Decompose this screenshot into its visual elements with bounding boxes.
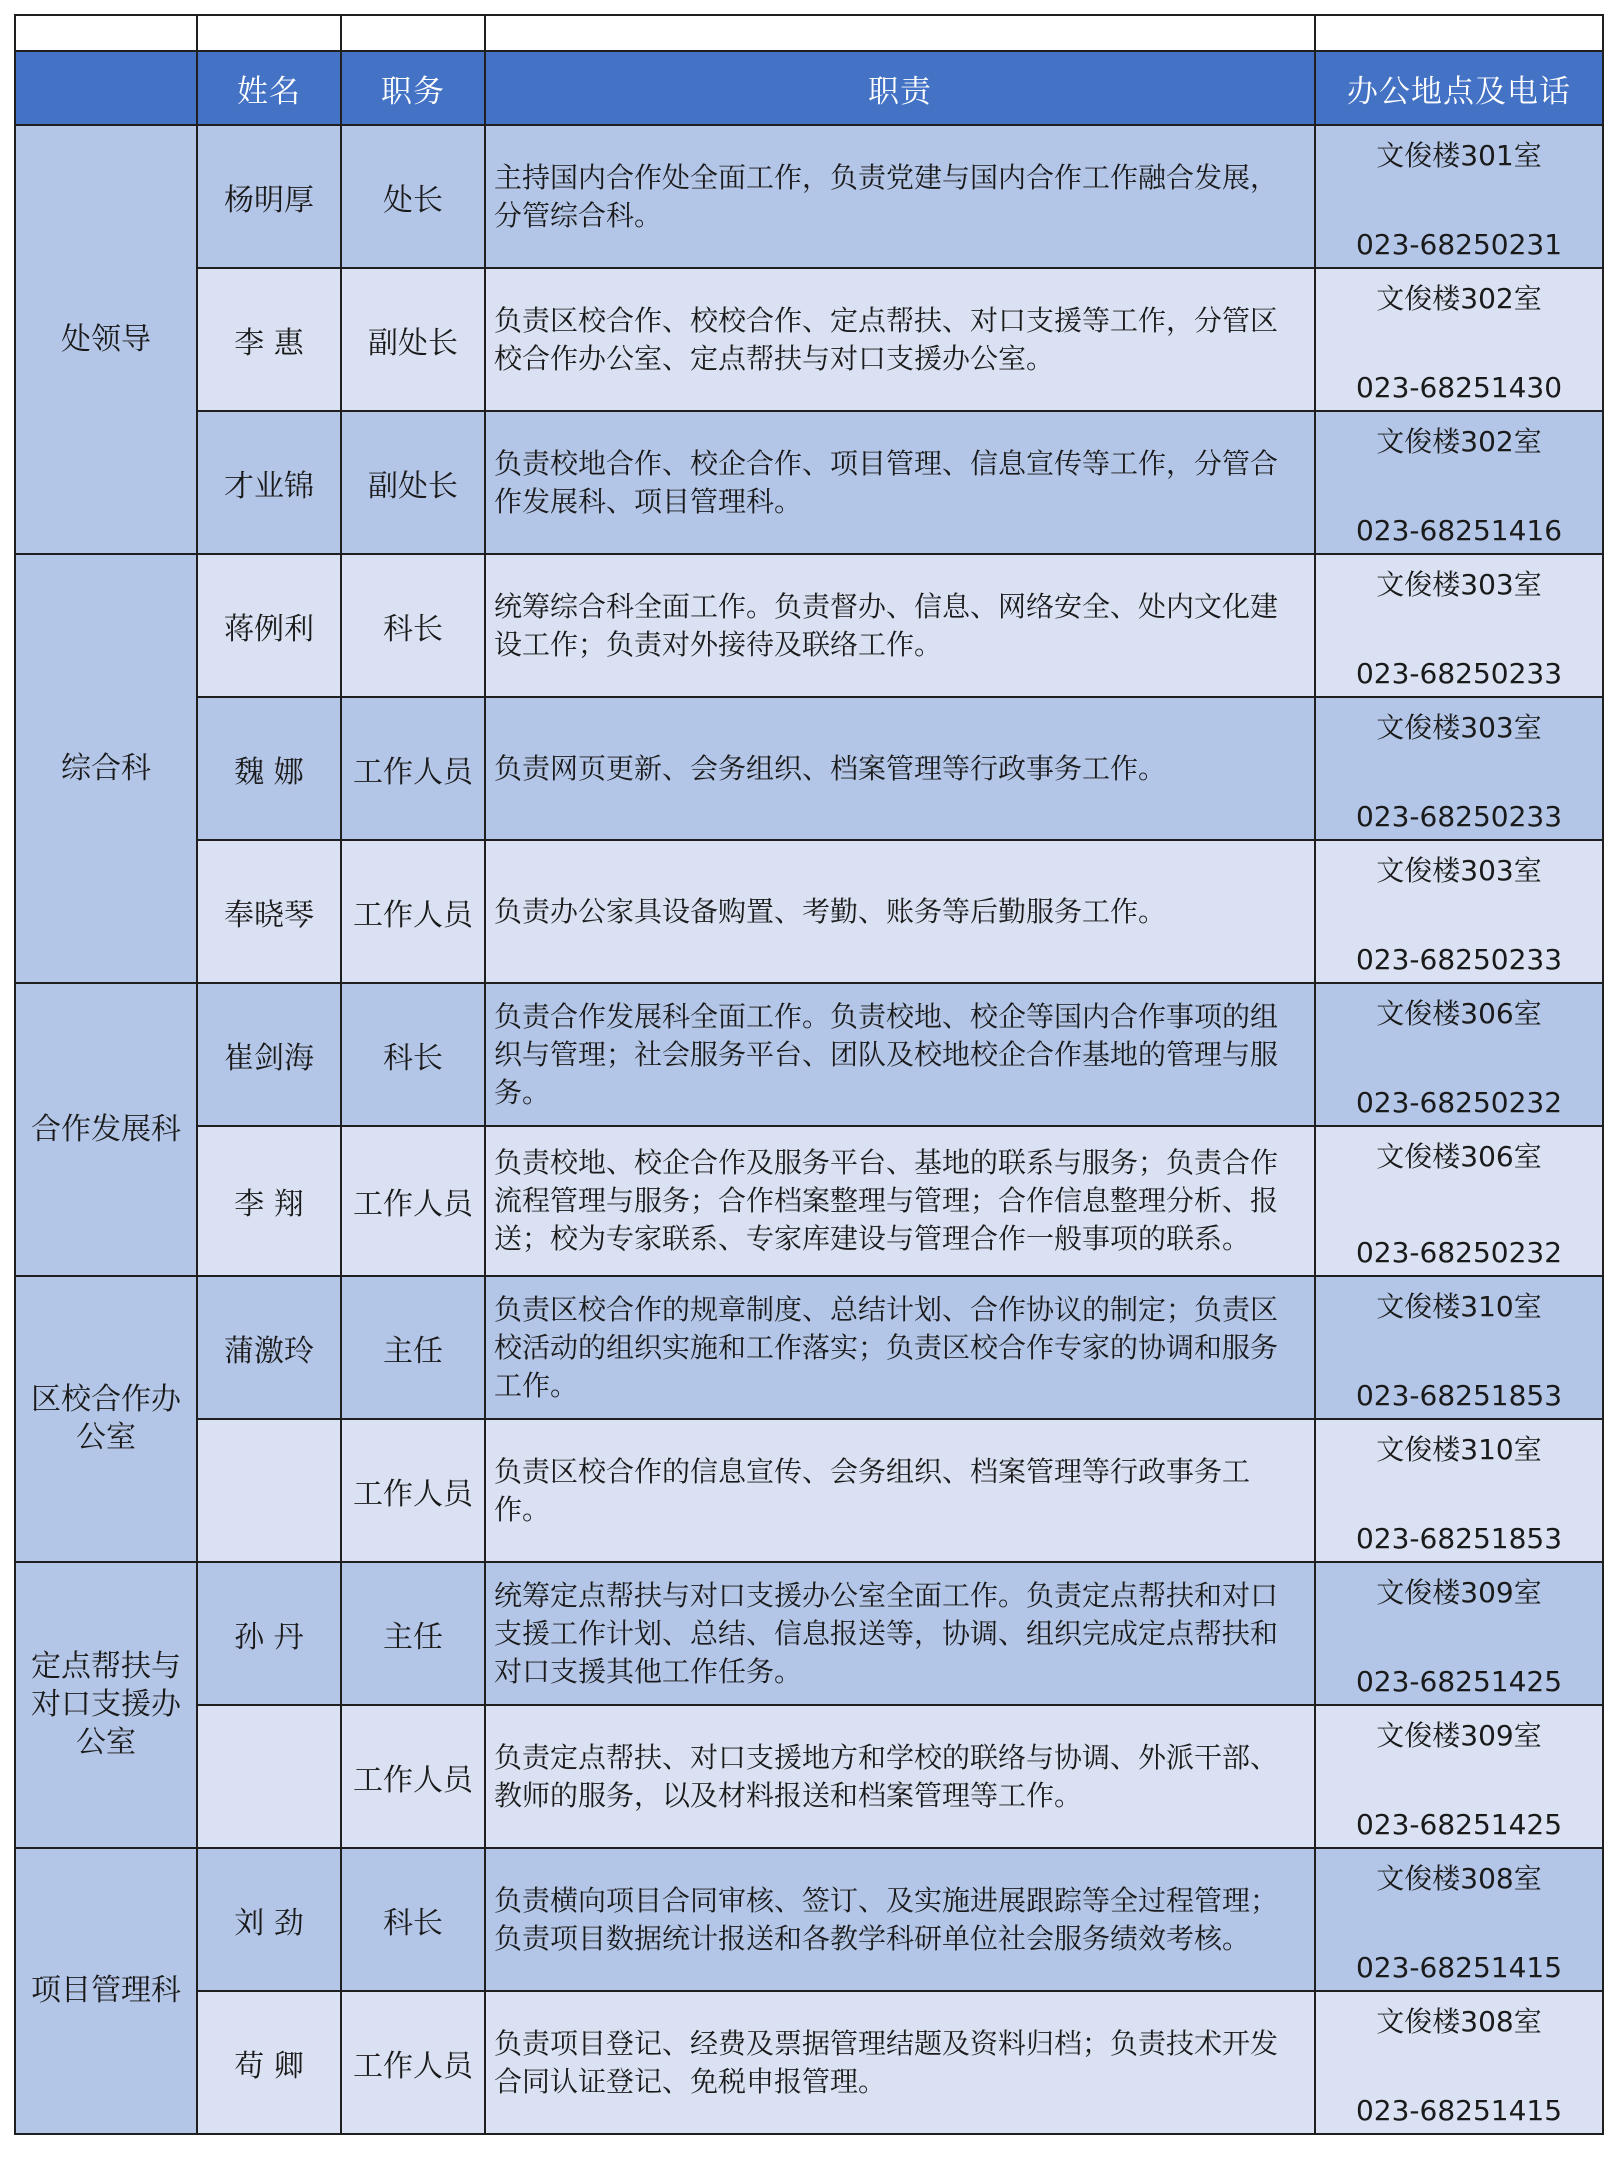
office-cell[interactable] (1315, 268, 1603, 411)
office-cell[interactable] (1315, 1991, 1603, 2134)
name-cell[interactable]: 崔剑海 (197, 983, 341, 1126)
office-phone: 023-68251425 (1355, 1665, 1563, 1698)
position-cell[interactable]: 副处长 (341, 411, 485, 554)
name-cell[interactable]: 才业锦 (197, 411, 341, 554)
office-room: 文俊楼306室 (1376, 1140, 1542, 1173)
office-phone: 023-68251416 (1355, 514, 1563, 547)
position-cell[interactable]: 工作人员 (341, 1991, 485, 2134)
position-cell[interactable]: 主任 (341, 1562, 485, 1705)
office-box (1316, 412, 1602, 553)
office-room: 文俊楼302室 (1376, 282, 1542, 315)
office-box (1316, 1277, 1602, 1418)
table-row (15, 1848, 1603, 1991)
office-box (1316, 1420, 1602, 1561)
table-row (15, 1276, 1603, 1419)
blank-cell[interactable] (341, 15, 485, 51)
office-cell[interactable] (1315, 554, 1603, 697)
office-phone: 023-68250233 (1355, 657, 1563, 690)
office-cell[interactable] (1315, 697, 1603, 840)
office-phone: 023-68251430 (1355, 371, 1563, 404)
office-box (1316, 841, 1602, 982)
name-cell[interactable] (197, 1419, 341, 1562)
office-box (1316, 1706, 1602, 1847)
office-cell[interactable] (1315, 1705, 1603, 1848)
name-cell[interactable]: 刘 劲 (197, 1848, 341, 1991)
duty-cell[interactable]: 负责合作发展科全面工作。负责校地、校企等国内合作事项的组织与管理；社会服务平台、团队及校地校企合作基地的管理与服务。 (485, 983, 1315, 1126)
name-cell[interactable]: 奉晓琴 (197, 840, 341, 983)
position-cell[interactable]: 工作人员 (341, 1705, 485, 1848)
duty-cell[interactable]: 负责办公家具设备购置、考勤、账务等后勤服务工作。 (485, 840, 1315, 983)
duty-cell[interactable]: 负责横向项目合同审核、签订、及实施进展跟踪等全过程管理；负责项目数据统计报送和各教学科研单位社会服务绩效考核。 (485, 1848, 1315, 1991)
office-room: 文俊楼308室 (1376, 1862, 1542, 1895)
office-cell[interactable] (1315, 840, 1603, 983)
office-box (1316, 269, 1602, 410)
office-box (1316, 1563, 1602, 1704)
office-phone: 023-68251853 (1355, 1522, 1563, 1555)
table-row (15, 983, 1603, 1126)
office-room: 文俊楼306室 (1376, 997, 1542, 1030)
position-cell[interactable]: 科长 (341, 554, 485, 697)
table-row (15, 1991, 1603, 2134)
office-room: 文俊楼310室 (1376, 1290, 1542, 1323)
dept-cell[interactable]: 综合科 (15, 554, 197, 983)
dept-cell[interactable]: 区校合作办公室 (15, 1276, 197, 1562)
blank-cell[interactable] (1315, 15, 1603, 51)
office-phone: 023-68250233 (1355, 943, 1563, 976)
office-phone: 023-68251415 (1355, 1951, 1563, 1984)
header-dept[interactable] (15, 51, 197, 125)
office-box (1316, 1992, 1602, 2133)
staff-table (14, 14, 1604, 2135)
header-position[interactable]: 职务 (341, 51, 485, 125)
office-cell[interactable] (1315, 1419, 1603, 1562)
blank-row (15, 15, 1603, 51)
office-room: 文俊楼309室 (1376, 1576, 1542, 1609)
dept-cell[interactable]: 定点帮扶与对口支援办公室 (15, 1562, 197, 1848)
office-room: 文俊楼301室 (1376, 139, 1542, 172)
position-cell[interactable]: 处长 (341, 125, 485, 268)
duty-cell[interactable]: 负责区校合作的规章制度、总结计划、合作协议的制定；负责区校活动的组织实施和工作落实；负责区校合作专家的协调和服务工作。 (485, 1276, 1315, 1419)
table-row (15, 1126, 1603, 1276)
office-box (1316, 1127, 1602, 1275)
office-cell[interactable] (1315, 1126, 1603, 1276)
duty-cell[interactable]: 统筹定点帮扶与对口支援办公室全面工作。负责定点帮扶和对口支援工作计划、总结、信息报送等，协调、组织完成定点帮扶和对口支援其他工作任务。 (485, 1562, 1315, 1705)
blank-cell[interactable] (485, 15, 1315, 51)
office-cell[interactable] (1315, 411, 1603, 554)
name-cell[interactable]: 蒋例利 (197, 554, 341, 697)
office-cell[interactable] (1315, 983, 1603, 1126)
name-cell[interactable]: 蒲激玲 (197, 1276, 341, 1419)
table-row (15, 697, 1603, 840)
name-cell[interactable]: 魏 娜 (197, 697, 341, 840)
table-row (15, 840, 1603, 983)
office-room: 文俊楼303室 (1376, 568, 1542, 601)
position-cell[interactable]: 科长 (341, 983, 485, 1126)
header-name[interactable]: 姓名 (197, 51, 341, 125)
name-cell[interactable]: 杨明厚 (197, 125, 341, 268)
table-row (15, 1705, 1603, 1848)
duty-cell[interactable]: 负责校地合作、校企合作、项目管理、信息宣传等工作，分管合作发展科、项目管理科。 (485, 411, 1315, 554)
office-phone: 023-68251853 (1355, 1379, 1563, 1412)
office-box (1316, 126, 1602, 267)
table-row (15, 125, 1603, 268)
office-cell[interactable] (1315, 1848, 1603, 1991)
duty-cell[interactable]: 统筹综合科全面工作。负责督办、信息、网络安全、处内文化建设工作；负责对外接待及联络工作。 (485, 554, 1315, 697)
duty-cell[interactable]: 负责区校合作的信息宣传、会务组织、档案管理等行政事务工作。 (485, 1419, 1315, 1562)
duty-cell[interactable]: 负责定点帮扶、对口支援地方和学校的联络与协调、外派干部、教师的服务，以及材料报送和档案管理等工作。 (485, 1705, 1315, 1848)
table-row (15, 411, 1603, 554)
office-room: 文俊楼308室 (1376, 2005, 1542, 2038)
office-room: 文俊楼310室 (1376, 1433, 1542, 1466)
office-phone: 023-68250233 (1355, 800, 1563, 833)
name-cell[interactable]: 孙 丹 (197, 1562, 341, 1705)
office-cell[interactable] (1315, 1276, 1603, 1419)
office-box (1316, 1849, 1602, 1990)
office-room: 文俊楼303室 (1376, 854, 1542, 887)
office-phone: 023-68251415 (1355, 2094, 1563, 2127)
office-cell[interactable] (1315, 125, 1603, 268)
duty-cell[interactable]: 负责校地、校企合作及服务平台、基地的联系与服务；负责合作流程管理与服务；合作档案整理与管理；合作信息整理分析、报送；校为专家联系、专家库建设与管理合作一般事项的联系。 (485, 1126, 1315, 1276)
dept-cell[interactable]: 项目管理科 (15, 1848, 197, 2134)
table-row (15, 268, 1603, 411)
dept-cell[interactable]: 处领导 (15, 125, 197, 554)
duty-cell[interactable]: 主持国内合作处全面工作，负责党建与国内合作工作融合发展，分管综合科。 (485, 125, 1315, 268)
office-cell[interactable] (1315, 1562, 1603, 1705)
office-box (1316, 555, 1602, 696)
duty-cell[interactable]: 负责网页更新、会务组织、档案管理等行政事务工作。 (485, 697, 1315, 840)
office-phone: 023-68250232 (1355, 1236, 1563, 1269)
blank-cell[interactable] (15, 15, 197, 51)
table-row (15, 554, 1603, 697)
position-cell[interactable]: 工作人员 (341, 697, 485, 840)
table-row (15, 1562, 1603, 1705)
office-phone: 023-68250231 (1355, 228, 1563, 261)
position-cell[interactable]: 工作人员 (341, 1419, 485, 1562)
name-cell[interactable]: 李 翔 (197, 1126, 341, 1276)
header-row (15, 51, 1603, 125)
dept-cell[interactable]: 合作发展科 (15, 983, 197, 1276)
office-room: 文俊楼302室 (1376, 425, 1542, 458)
duty-cell[interactable]: 负责区校合作、校校合作、定点帮扶、对口支援等工作，分管区校合作办公室、定点帮扶与对口支援办公室。 (485, 268, 1315, 411)
position-cell[interactable]: 工作人员 (341, 840, 485, 983)
name-cell[interactable] (197, 1705, 341, 1848)
blank-cell[interactable] (197, 15, 341, 51)
header-office[interactable]: 办公地点及电话 (1315, 51, 1603, 125)
name-cell[interactable]: 苟 卿 (197, 1991, 341, 2134)
table-row (15, 1419, 1603, 1562)
position-cell[interactable]: 工作人员 (341, 1126, 485, 1276)
position-cell[interactable]: 主任 (341, 1276, 485, 1419)
office-box (1316, 984, 1602, 1125)
name-cell[interactable]: 李 惠 (197, 268, 341, 411)
office-room: 文俊楼309室 (1376, 1719, 1542, 1752)
office-phone: 023-68251425 (1355, 1808, 1563, 1841)
office-phone: 023-68250232 (1355, 1086, 1563, 1119)
header-duty[interactable]: 职责 (485, 51, 1315, 125)
position-cell[interactable]: 科长 (341, 1848, 485, 1991)
office-box (1316, 698, 1602, 839)
duty-cell[interactable]: 负责项目登记、经费及票据管理结题及资料归档；负责技术开发合同认证登记、免税申报管理。 (485, 1991, 1315, 2134)
position-cell[interactable]: 副处长 (341, 268, 485, 411)
office-room: 文俊楼303室 (1376, 711, 1542, 744)
